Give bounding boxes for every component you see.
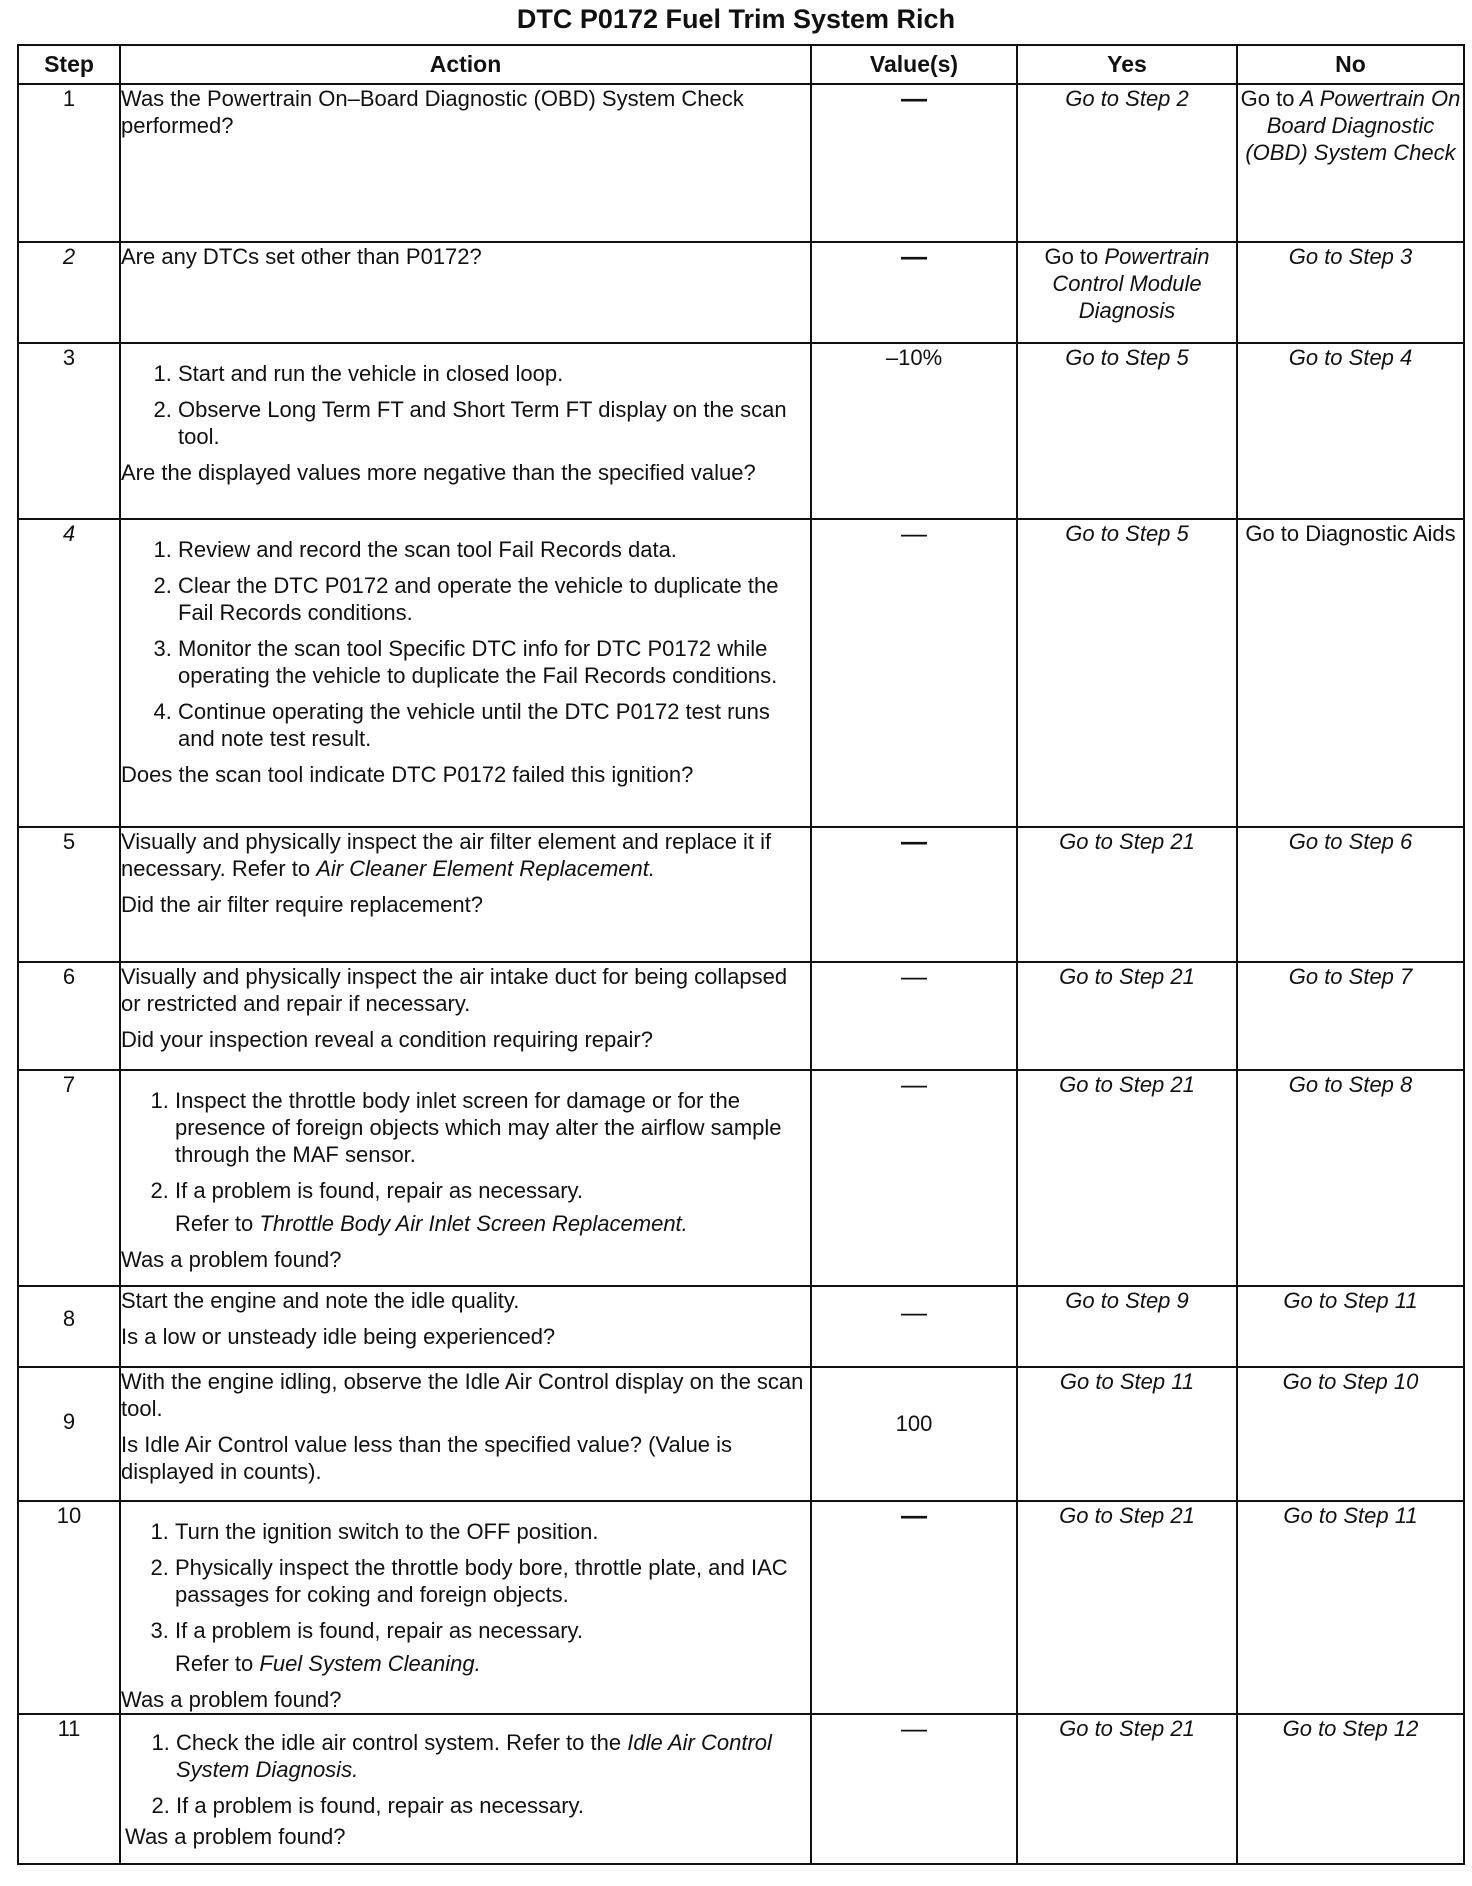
yes-link[interactable]: Go to Step 11 [1059,1369,1195,1394]
dtc-table [17,44,1465,1865]
value-text: — [901,1713,927,1743]
table-row [18,827,1464,962]
action-question: Did your inspection reveal a condition requiring repair? [121,1027,653,1052]
no-cell [1237,343,1464,519]
yes-cell [1017,1286,1237,1367]
header-no: No [1237,45,1464,84]
value-cell [811,1367,1017,1501]
table-row [18,1070,1464,1286]
action-steps [121,1087,810,1204]
action-step: 3. If a problem is found, repair as necessary. [175,1617,810,1644]
yes-link[interactable]: Go to Step 21 [1059,964,1195,989]
no-link[interactable]: Go to Step 10 [1282,1369,1419,1394]
action-cell [120,962,811,1070]
action-step: 1. Inspect the throttle body inlet screen for damage or for the presence of foreign objects which may alter the airflow sample through the MAF sensor. [175,1087,810,1168]
action-reference [121,1650,810,1677]
table-row [18,343,1464,519]
yes-cell [1017,1070,1237,1286]
yes-prefix: Go to [1044,244,1099,269]
action-text-main: Visually and physically inspect the air filter element and replace it if necessary. Refer to [121,829,772,881]
action-cell [120,1070,811,1286]
table-row [18,962,1464,1070]
yes-cell [1017,962,1237,1070]
yes-link[interactable]: Go to Step 5 [1065,521,1189,546]
action-step-text: Check the idle air control system. Refer to the [176,1730,622,1755]
table-row [18,519,1464,827]
reference-prefix: Refer to [175,1651,254,1676]
value-text: — [901,83,927,113]
table-row [18,1501,1464,1714]
value-cell [811,827,1017,962]
action-cell [120,1501,811,1714]
no-link[interactable]: Go to Step 11 [1283,1503,1418,1528]
no-link[interactable]: Go to Step 8 [1288,1072,1413,1097]
no-cell [1237,1714,1464,1864]
action-step: 2. Physically inspect the throttle body bore, throttle plate, and IAC passages for coking and foreign objects. [175,1554,810,1608]
action-question: Was a problem found? [125,1824,346,1849]
action-step [176,1729,810,1783]
step-number: 11 [18,1714,120,1864]
value-text: 100 [895,1411,933,1436]
value-text: — [901,1297,927,1327]
no-prefix: Go to [1240,86,1295,111]
action-question: Was a problem found? [121,1687,342,1712]
action-text: Are any DTCs set other than P0172? [121,244,482,269]
header-action: Action [120,45,811,84]
action-question: Is a low or unsteady idle being experienced? [121,1324,556,1349]
table-row [18,1714,1464,1864]
yes-cell [1017,827,1237,962]
no-link[interactable]: Go to Diagnostic Aids [1245,521,1456,546]
no-cell [1237,1501,1464,1714]
no-link[interactable]: A Powertrain On Board Diagnostic (OBD) System Check [1245,86,1461,165]
no-link[interactable]: Go to Step 7 [1288,964,1413,989]
no-cell [1237,1070,1464,1286]
page-title: DTC P0172 Fuel Trim System Rich [516,4,956,34]
action-text: Visually and physically inspect the air intake duct for being collapsed or restricted and repair if necessary. [121,964,788,1016]
value-cell [811,962,1017,1070]
value-cell [811,242,1017,343]
header-row [18,45,1464,84]
action-step: 2. If a problem is found, repair as necessary. [175,1177,810,1204]
action-steps [121,536,810,752]
step-number: 5 [18,827,120,962]
action-step: 3. Monitor the scan tool Specific DTC info for DTC P0172 while operating the vehicle to duplicate the Fail Records conditions. [178,635,810,689]
yes-link[interactable]: Go to Step 2 [1065,86,1189,111]
no-cell [1237,242,1464,343]
action-cell [120,1286,811,1367]
action-question: Are the displayed values more negative than the specified value? [121,460,756,485]
action-step: 2. Observe Long Term FT and Short Term FT display on the scan tool. [178,396,810,450]
step-number: 2 [18,242,120,343]
action-reference-link[interactable]: Idle Air Control System Diagnosis. [176,1730,772,1782]
value-text: — [901,518,927,548]
yes-link[interactable]: Powertrain Control Module Diagnosis [1052,244,1210,323]
action-cell [120,84,811,242]
table-row [18,242,1464,343]
action-cell [120,519,811,827]
action-text: Was the Powertrain On–Board Diagnostic (OBD) System Check performed? [121,86,744,138]
action-reference-link[interactable]: Fuel System Cleaning. [259,1651,481,1676]
value-cell [811,1501,1017,1714]
value-text: –10% [885,345,943,370]
step-number: 10 [18,1501,120,1714]
step-number: 8 [18,1286,120,1367]
step-number: 3 [18,343,120,519]
yes-cell [1017,1501,1237,1714]
action-cell [120,242,811,343]
table-row [18,84,1464,242]
value-cell [811,1070,1017,1286]
no-link[interactable]: Go to Step 6 [1288,829,1413,854]
yes-cell [1017,1367,1237,1501]
action-reference-link[interactable]: Throttle Body Air Inlet Screen Replacement. [259,1211,688,1236]
action-steps [121,1518,810,1644]
no-cell [1237,84,1464,242]
value-cell [811,84,1017,242]
yes-cell [1017,242,1237,343]
yes-link[interactable]: Go to Step 9 [1065,1288,1189,1313]
no-link[interactable]: Go to Step 12 [1282,1716,1419,1741]
action-step: 2. Clear the DTC P0172 and operate the vehicle to duplicate the Fail Records conditions. [178,572,810,626]
no-cell [1237,827,1464,962]
yes-link[interactable]: Go to Step 21 [1059,1503,1195,1528]
action-cell [120,827,811,962]
action-question: Is Idle Air Control value less than the specified value? (Value is displayed in counts). [121,1432,733,1484]
action-cell [120,1714,811,1864]
action-text [121,828,810,882]
value-text: — [901,1069,927,1099]
reference-prefix: Refer to [175,1211,254,1236]
yes-cell [1017,343,1237,519]
value-text: — [901,1500,927,1530]
yes-link[interactable]: Go to Step 21 [1059,1072,1195,1097]
action-text: With the engine idling, observe the Idle Air Control display on the scan tool. [121,1369,804,1421]
no-cell [1237,519,1464,827]
action-cell [120,1367,811,1501]
value-cell [811,1286,1017,1367]
yes-cell [1017,1714,1237,1864]
action-text: Start the engine and note the idle quality. [121,1288,520,1313]
action-question: Did the air filter require replacement? [121,892,483,917]
action-step: 1. Review and record the scan tool Fail Records data. [178,536,810,563]
yes-link[interactable]: Go to Step 21 [1059,829,1195,854]
yes-link[interactable]: Go to Step 5 [1065,345,1189,370]
value-cell [811,1714,1017,1864]
no-link[interactable]: Go to Step 3 [1288,244,1413,269]
action-step: 4. Continue operating the vehicle until the DTC P0172 test runs and note test result. [178,698,810,752]
no-link[interactable]: Go to Step 11 [1283,1288,1418,1313]
value-cell [811,343,1017,519]
yes-cell [1017,519,1237,827]
action-cell [120,343,811,519]
header-values: Value(s) [811,45,1017,84]
yes-link[interactable]: Go to Step 21 [1059,1716,1195,1741]
action-reference [121,1210,810,1237]
value-cell [811,519,1017,827]
no-cell [1237,1286,1464,1367]
value-text: — [901,241,927,271]
no-link[interactable]: Go to Step 4 [1288,345,1413,370]
action-reference-link[interactable]: Air Cleaner Element Replacement. [316,856,655,881]
table-row [18,1367,1464,1501]
header-step: Step [18,45,120,84]
action-steps [121,360,810,450]
action-step: 1. Turn the ignition switch to the OFF position. [175,1518,810,1545]
value-text: — [901,826,927,856]
step-number: 9 [18,1367,120,1501]
header-yes: Yes [1017,45,1237,84]
step-number: 1 [18,84,120,242]
action-question: Was a problem found? [121,1247,342,1272]
step-number: 6 [18,962,120,1070]
no-cell [1237,1367,1464,1501]
action-step: 2. If a problem is found, repair as necessary. [176,1792,810,1819]
step-number: 4 [18,519,120,827]
action-question: Does the scan tool indicate DTC P0172 failed this ignition? [121,762,694,787]
yes-cell [1017,84,1237,242]
action-steps [125,1729,810,1819]
value-text: — [901,961,927,991]
table-row [18,1286,1464,1367]
action-step: 1. Start and run the vehicle in closed loop. [178,360,810,387]
no-cell [1237,962,1464,1070]
step-number: 7 [18,1070,120,1286]
